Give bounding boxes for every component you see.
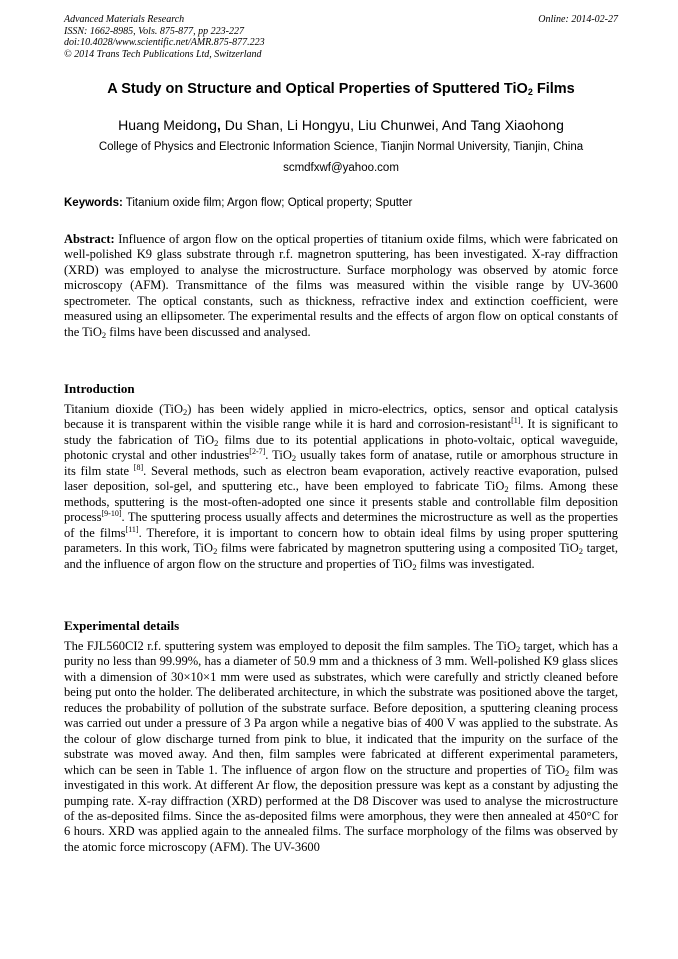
citation: [8] bbox=[133, 462, 144, 472]
affiliation: College of Physics and Electronic Information Science, Tianjin Normal University, Tianjin, China bbox=[98, 141, 584, 153]
author-email: scmdfxwf@yahoo.com bbox=[283, 162, 399, 174]
journal-name: Advanced Materials Research bbox=[64, 14, 185, 25]
citation: [9-10] bbox=[101, 509, 122, 519]
author-list: Huang Meidong, Du Shan, Li Hongyu, Liu Chunwei, And Tang Xiaohong bbox=[118, 117, 564, 133]
corresponding-author: Huang Meidong bbox=[118, 117, 217, 133]
copyright-line: © 2014 Trans Tech Publications Ltd, Switzerland bbox=[64, 48, 262, 60]
doi-line: doi:10.4028/www.scientific.net/AMR.875-877.223 bbox=[64, 37, 265, 48]
paper-title: A Study on Structure and Optical Properties of Sputtered TiO$_2$ Films bbox=[107, 81, 575, 97]
experimental-text: The FJL560CI2 r.f. sputtering system was employed to deposit the film samples. The TiO$_2$ target, which has a purity no less than 99.99%, has a diameter of 50.9 mm and a thickness of 3 mm. Well-polished K9 glass slices with a dimension of 30×10×1 mm were used as substrates, which were carefully and strictly cleaned before being put onto the holder. The deliberated architecture, in which the substrate was positioned above the target, reduces the probability of pollution of the substrate surface. Before deposition, a sputtering cleaning process was carried out under a pressure of 3 Pa argon while a negative bias of 400 V was applied to the substrate. As the colour of glow discharge turned from pink to blue, it indicated that the impurity on the surface of the substrate was moved away. And then, film samples were fabricated at different experimental parameters, which can be seen in Table 1. The influence of argon flow on the structure and properties of TiO$_2$ film was investigated in this work. At different Ar flow, the deposition pressure was kept as a constant by adjusting the pumping rate. X-ray diffraction (XRD) performed at the D8 Discover was used to analyse the microstructure of the as-deposited films. Since the as-deposited films were amorphous, they were then annealed at 450°C for 6 hours. XRD was applied again to the annealed films. The surface morphology of the films was observed by the atomic force microscopy (AFM). The UV-3600 bbox=[64, 639, 618, 854]
citation: [2-7] bbox=[249, 447, 266, 457]
online-date: Online: 2014-02-27 bbox=[538, 14, 618, 25]
abstract: Abstract: Influence of argon flow on the optical properties of titanium oxide films, which were fabricated on well-polished K9 glass substrate through r.f. magnetron sputtering, has been investigated. X-ray diffraction (XRD) was employed to analyse the microstructure. Surface morphology was observed by atomic force microscopy (AFM). Transmittance of the films was measured within the visible range by UV-3600 spectrometer. The optical constants, such as thickness, refractive index and extinction coefficient, were measured using an ellipsometer. The experimental results and the effects of argon flow on optical constants of the TiO$_2$ films have been discussed and analysed. bbox=[64, 232, 618, 340]
experimental-heading: Experimental details bbox=[64, 618, 180, 633]
citation: [1] bbox=[511, 416, 521, 426]
issn-line: ISSN: 1662-8985, Vols. 875-877, pp 223-227 bbox=[64, 25, 244, 37]
introduction-heading: Introduction bbox=[64, 381, 135, 396]
citation: [11] bbox=[125, 524, 139, 534]
keywords-label: Keywords: bbox=[64, 197, 123, 209]
abstract-label: Abstract: bbox=[64, 232, 115, 246]
keywords: Keywords: Titanium oxide film; Argon flow; Optical property; Sputter bbox=[64, 197, 413, 209]
journal-header bbox=[64, 14, 618, 60]
introduction-text: Titanium dioxide (TiO$_2$) has been widely applied in micro-electrics, optics, sensor and optical catalysis because it is transparent within the visible range while it is hard and corrosion-resistant[1]. It is significant to study the fabrication of TiO$_2$ films due to its potential applications in photo-voltaic, optical waveguide, photonic crystal and other industries[2-7]. TiO$_2$ usually takes form of anatase, rutile or amorphous structure in its film state [8]. Several methods, such as electron beam evaporation, actively reactive evaporation, pulsed laser deposition, sol-gel, and sputtering etc., have been employed to fabricate TiO$_2$ films. Among these methods, sputtering is the most-often-adopted one since it presents stable and controllable film deposition process[9-10]. The sputtering process usually affects and determines the microstructure as well as the properties of the films[11]. Therefore, it is important to concern how to obtain ideal films by using proper sputtering parameters. In this work, TiO$_2$ films were fabricated by magnetron sputtering using a composited TiO$_2$ target, and the influence of argon flow on the structure and properties of TiO$_2$ films was investigated. bbox=[64, 402, 618, 572]
